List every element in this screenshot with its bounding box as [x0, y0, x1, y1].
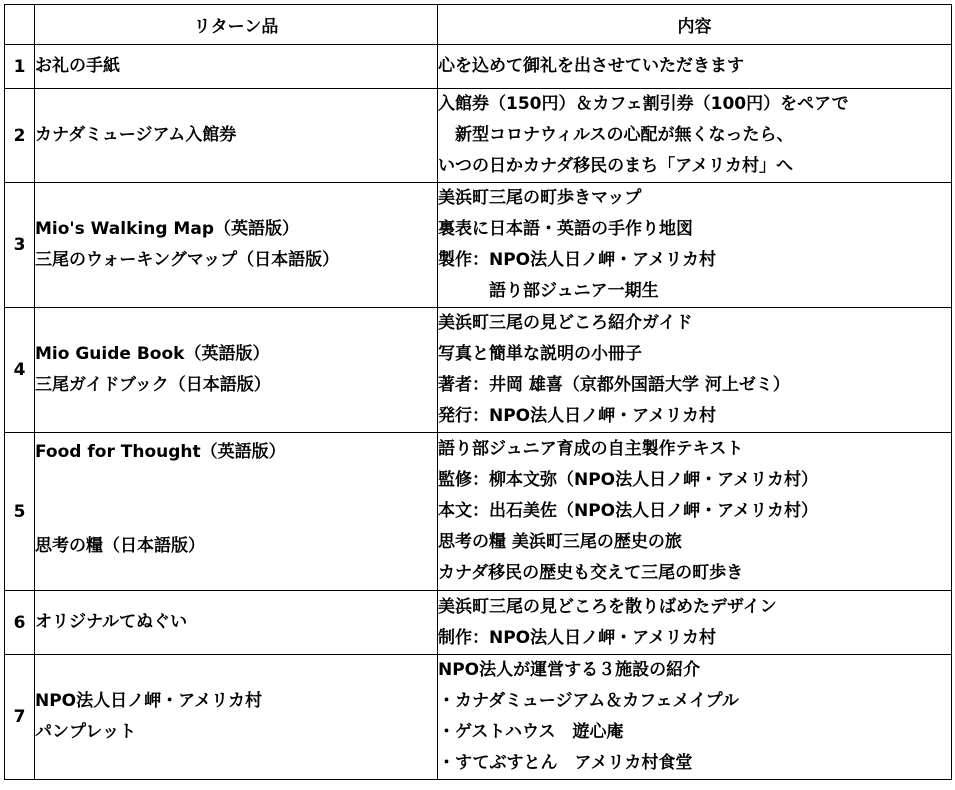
desc-line: 美浜町三尾の見どころ紹介ガイド: [438, 313, 693, 333]
row-number: 2: [5, 89, 35, 183]
item-line: パンプレット: [35, 722, 137, 742]
header-desc: 内容: [438, 5, 952, 45]
desc-cell: [438, 89, 952, 183]
item-line: オリジナルてぬぐい: [35, 612, 188, 632]
desc-line: カナダ移民の歴史も交えて三尾の町歩き: [438, 563, 744, 583]
item-line: お礼の手紙: [35, 56, 120, 76]
row-number: 1: [5, 45, 35, 89]
table-row: [5, 89, 952, 183]
item-line: Mio's Walking Map（英語版）: [35, 219, 299, 239]
item-line: 思考の糧（日本語版）: [35, 536, 205, 556]
desc-line: 制作：NPO法人日ノ岬・アメリカ村: [438, 627, 716, 648]
desc-line: 著者：井岡 雄喜（京都外国語大学 河上ゼミ）: [438, 375, 790, 395]
item-line: NPO法人日ノ岬・アメリカ村: [35, 691, 262, 711]
item-line: 三尾ガイドブック（日本語版）: [35, 375, 271, 395]
item-cell: [35, 183, 438, 308]
desc-line: 監修：柳本文弥（NPO法人日ノ岬・アメリカ村）: [438, 470, 818, 490]
desc-line: ・ゲストハウス 遊心庵: [438, 722, 624, 742]
desc-line: 写真と簡単な説明の小冊子: [438, 344, 642, 364]
row-number: 7: [5, 655, 35, 780]
desc-cell: [438, 655, 952, 780]
header-num: [5, 5, 35, 45]
item-line: Mio Guide Book（英語版）: [35, 344, 270, 364]
desc-line: 製作：NPO法人日ノ岬・アメリカ村: [438, 250, 716, 270]
desc-line: 思考の糧 美浜町三尾の歴史の旅: [438, 532, 682, 552]
desc-line: 語り部ジュニア一期生: [438, 281, 659, 301]
desc-cell: [438, 45, 952, 89]
return-items-table: [4, 4, 952, 780]
desc-line: 心を込めて御礼を出させていただきます: [438, 56, 744, 76]
table-row: [5, 433, 952, 591]
desc-line: いつの日かカナダ移民のまち「アメリカ村」へ: [438, 156, 793, 176]
table-row: [5, 183, 952, 308]
item-cell: [35, 433, 438, 591]
table-row: [5, 591, 952, 655]
desc-cell: [438, 308, 952, 433]
desc-line: 入館券（150円）＆カフェ割引券（100円）をペアで: [438, 94, 849, 114]
table-row: [5, 308, 952, 433]
table-row: [5, 655, 952, 780]
row-number: 4: [5, 308, 35, 433]
header-item: リターン品: [35, 5, 438, 45]
desc-line: ・カナダミュージアム＆カフェメイプル: [438, 691, 739, 711]
table-header-row: [5, 5, 952, 45]
item-line: 三尾のウォーキングマップ（日本語版）: [35, 250, 340, 270]
row-number: 6: [5, 591, 35, 655]
item-block: [35, 437, 437, 586]
desc-cell: [438, 433, 952, 591]
desc-line: 美浜町三尾の見どころを散りばめたデザイン: [438, 596, 777, 617]
item-cell: [35, 655, 438, 780]
item-line: Food for Thought（英語版）: [35, 442, 286, 462]
desc-line: 本文：出石美佐（NPO法人日ノ岬・アメリカ村）: [438, 501, 818, 521]
item-line: カナダミュージアム入館券: [35, 125, 237, 145]
desc-line: 美浜町三尾の町歩きマップ: [438, 188, 642, 208]
desc-cell: [438, 183, 952, 308]
item-cell: [35, 308, 438, 433]
desc-line: ・すてぶすとん アメリカ村食堂: [438, 753, 693, 773]
item-cell: [35, 89, 438, 183]
desc-line: NPO法人が運営する３施設の紹介: [438, 660, 701, 680]
desc-line: 新型コロナウィルスの心配が無くなったら、: [438, 125, 794, 145]
desc-cell: [438, 591, 952, 655]
row-number: 3: [5, 183, 35, 308]
desc-line: 語り部ジュニア育成の自主製作テキスト: [438, 439, 744, 459]
item-cell: [35, 45, 438, 89]
desc-line: 発行：NPO法人日ノ岬・アメリカ村: [438, 406, 716, 426]
item-cell: [35, 591, 438, 655]
row-number: 5: [5, 433, 35, 591]
table-row: [5, 45, 952, 89]
desc-line: 裏表に日本語・英語の手作り地図: [438, 219, 693, 239]
